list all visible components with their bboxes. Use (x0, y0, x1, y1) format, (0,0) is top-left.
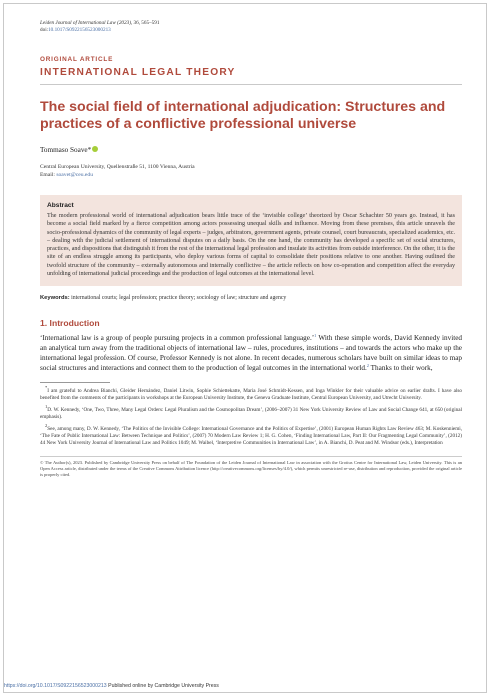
footnote (40, 423, 462, 447)
introduction-paragraph (40, 334, 462, 374)
doi-link[interactable]: 10.1017/S0922156523000213 (48, 27, 111, 33)
journal-citation (40, 20, 462, 27)
abstract-heading: Abstract (47, 202, 74, 209)
footnote-text: I am grateful to Andrea Bianchi, Gleider Hernández, Daniel Litwin, Sophie Schiettekatte, Maria José Schmidt-Kessen, and Inga Winkler for their valuable advice on earlier drafts. I have also benefited from the comments of the participants in workshops at the European University Institute, the Geneva Graduate Institute, Central European University, and Utrecht University. (40, 388, 462, 401)
journal-volume: 36, (133, 20, 140, 26)
email-line (40, 172, 462, 180)
intro-quote: ‘International law is a group of people pursuing projects in a common professional language.’ (40, 334, 315, 343)
article-type: ORIGINAL ARTICLE (40, 56, 114, 63)
footnote-mark: 2 (45, 423, 48, 428)
keywords-value: international courts; legal profession; practice theory; sociology of law; structure and agency (71, 295, 287, 302)
section-heading: INTERNATIONAL LEGAL THEORY (40, 67, 236, 78)
footnote-ref-1[interactable]: 1 (314, 333, 317, 339)
footnote-ref-2[interactable]: 2 (366, 363, 369, 369)
journal-name: Leiden Journal of International Law (2023), (40, 20, 133, 26)
abstract-box (40, 195, 462, 286)
doi-label: doi: (40, 27, 49, 33)
footnote (40, 385, 462, 402)
license-notice: © The Author(s), 2023. Published by Cambridge University Press on behalf of The Foundation of the Leiden Journal of International Law in association with the Grotius Centre for International Law, Leiden University. This is an Open Access article, distributed under the terms of the Creative Commons Attribution licence (http://creativecommons.org/licenses/by/4.0/), which permits unrestricted re-use, distribution and reproduction, provided the original article is properly cited. (40, 456, 462, 479)
intro-text-cont: Thanks to their work, (369, 364, 433, 373)
divider (40, 84, 462, 85)
introduction-heading: 1. Introduction (40, 318, 100, 329)
article-page (40, 20, 462, 479)
footnote-mark: * (45, 385, 48, 390)
footnote-text: D. W. Kennedy, ‘One, Two, Three, Many Legal Orders: Legal Pluralism and the Cosmopolitan Dream’, (2006–2007) 31 New York University Review of Law and Social Change 641, at 650 (original emphasis). (40, 407, 462, 420)
publisher-note: Published online by Cambridge University Press (106, 683, 219, 689)
footnote-text: See, among many, D. W. Kennedy, ‘The Politics of the Invisible College: International Governance and the Politics of Expertise’, (2001) European Human Rights Law Review 463; M. Koskenniemi, ‘The Fate of Public International Law: Between Technique and Politics’, (2007) 70 Modern Law Review 1; H. G. Cohen, ‘Finding International Law, Part II: Our Fragmenting Legal Community’, (2012) 44 New York University Journal of International Law and Politics 1049; M. Waibel, ‘Interpretive Communities in International Law’, in A. Bianchi, D. Peat and M. Windsor (eds.), Interpretation (40, 426, 462, 446)
affiliation-block (40, 164, 462, 179)
abstract-text: The modern professional world of international adjudication bears little trace of the ‘invisible college’ theorized by Oscar Schachter 50 years go. Instead, it has become a social field marked by a fierce competition among actors possessing unequal skills and influence. Moving from these premises, this article unravels the socio-professional dynamics of the community of legal experts – judges, arbitrators, government agents, private counsel, court bureaucrats, specialized academics, etc. – dealing with the judicial settlement of international disputes on a daily basis. On the one hand, the community has developed a specific set of social structures, practices, and dispositions that distinguish it from the rest of the international legal profession and insulate its activities from outside interference. On the other, it is the site of an endless struggle among its participants, who deploy various forms of capital to consolidate their positions relative to one another. Having outlined the twofold structure of the community – externally autonomous and internally conflictive – the article reflects on how co-operation and competition affect the everyday unfolding of international judicial proceedings and the production of legal outcomes at the international level. (47, 213, 455, 278)
orcid-icon[interactable] (92, 146, 98, 152)
doi-footer-link[interactable]: https://doi.org/10.1017/S0922156523000213 (4, 683, 107, 689)
author-line (40, 146, 462, 154)
footnote-mark: 1 (45, 404, 48, 409)
footnote (40, 404, 462, 421)
email-link[interactable]: soavet@ceu.edu (56, 171, 94, 178)
intro-text: With these simple words, David Kennedy invited an analytical turn away from the traditional objects of international law – rules, procedures, institutions – and towards the actors who make up the international legal profession. Of course, Professor Kennedy is not alone. In recent decades, numerous scholars have built on similar ideas to map social structures and interactions and connect them to the production of legal outcomes in the international world. (40, 334, 462, 373)
author-name[interactable]: Tommaso Soave* (40, 146, 92, 154)
keywords-label: Keywords: (40, 295, 70, 302)
footnote-divider (40, 382, 110, 383)
affiliation: Central European University, Quellenstraße 51, 1100 Vienna, Austria (40, 164, 195, 170)
journal-pages: 565–591 (141, 20, 160, 26)
email-label: Email: (40, 171, 55, 178)
article-title: The social field of international adjudication: Structures and practices of a conflictive professional universe (40, 99, 446, 132)
doi-line (40, 27, 462, 34)
keywords (40, 294, 462, 302)
bottom-bar (4, 683, 219, 689)
